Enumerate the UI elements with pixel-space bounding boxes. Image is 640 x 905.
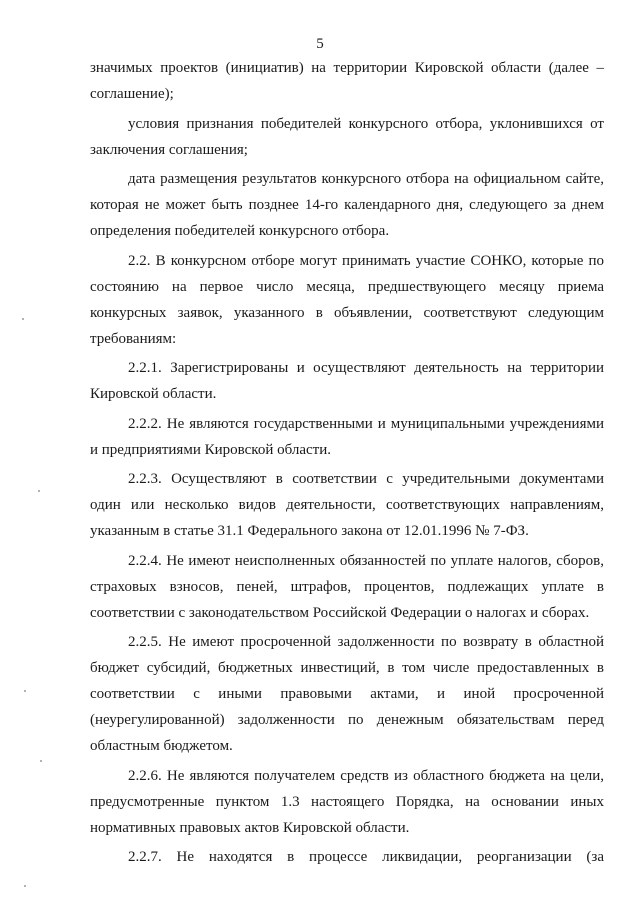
paragraph-2-2-5: 2.2.5. Не имеют просроченной задолженности по возврату в областной бюджет субсидий, бюджетных инвестиций, в том числе предоставленных в соответствии с иными правовыми актами, и иной просроченной (неурегулированной) задолженности по денежным обязательствам перед областным бюджетом. <box>90 634 604 754</box>
document-body <box>90 55 604 874</box>
paragraph-2-2-4: 2.2.4. Не имеют неисполненных обязанностей по уплате налогов, сборов, страховых взносов, пеней, штрафов, процентов, подлежащих уплате в соответствии с законодательством Российской Федерации о налогах и сборах. <box>90 552 604 621</box>
paragraph-results-publication-date: дата размещения результатов конкурсного отбора на официальном сайте, которая не может быть позднее 14-го календарного дня, следующего за днем определения победителей конкурсного отбора. <box>90 171 604 239</box>
paragraph-2-2-6: 2.2.6. Не являются получателем средств из областного бюджета на цели, предусмотренные пунктом 1.3 настоящего Порядка, на основании иных нормативных правовых актов Кировской области. <box>90 767 604 836</box>
scan-speck <box>40 760 42 762</box>
paragraph-2-2: 2.2. В конкурсном отборе могут принимать участие СОНКО, которые по состоянию на первое число месяца, предшествующего месяцу приема конкурсных заявок, указанного в объявлении, соответствуют следующим требованиям: <box>90 252 604 347</box>
page-number: 5 <box>316 36 324 52</box>
paragraph-2-2-7: 2.2.7. Не находятся в процессе ликвидации, реорганизации (за <box>128 849 604 865</box>
paragraph-2-2-1: 2.2.1. Зарегистрированы и осуществляют деятельность на территории Кировской области. <box>90 360 604 402</box>
paragraph-winner-evasion-conditions: условия признания победителей конкурсного отбора, уклонившихся от заключения соглашения; <box>90 115 604 158</box>
scan-speck <box>24 690 26 692</box>
paragraph-2-2-2: 2.2.2. Не являются государственными и муниципальными учреждениями и предприятиями Кировской области. <box>90 415 604 458</box>
scan-speck <box>22 318 24 320</box>
scan-speck <box>38 490 40 492</box>
paragraph-2-2-3: 2.2.3. Осуществляют в соответствии с учредительными документами один или несколько видов деятельности, соответствующих направлениям, указанным в статье 31.1 Федерального закона от 12.01.1996 № 7-ФЗ. <box>90 471 604 539</box>
paragraph-agreement-continuation: значимых проектов (инициатив) на территории Кировской области (далее – соглашение); <box>90 60 604 102</box>
scan-speck <box>24 885 26 887</box>
